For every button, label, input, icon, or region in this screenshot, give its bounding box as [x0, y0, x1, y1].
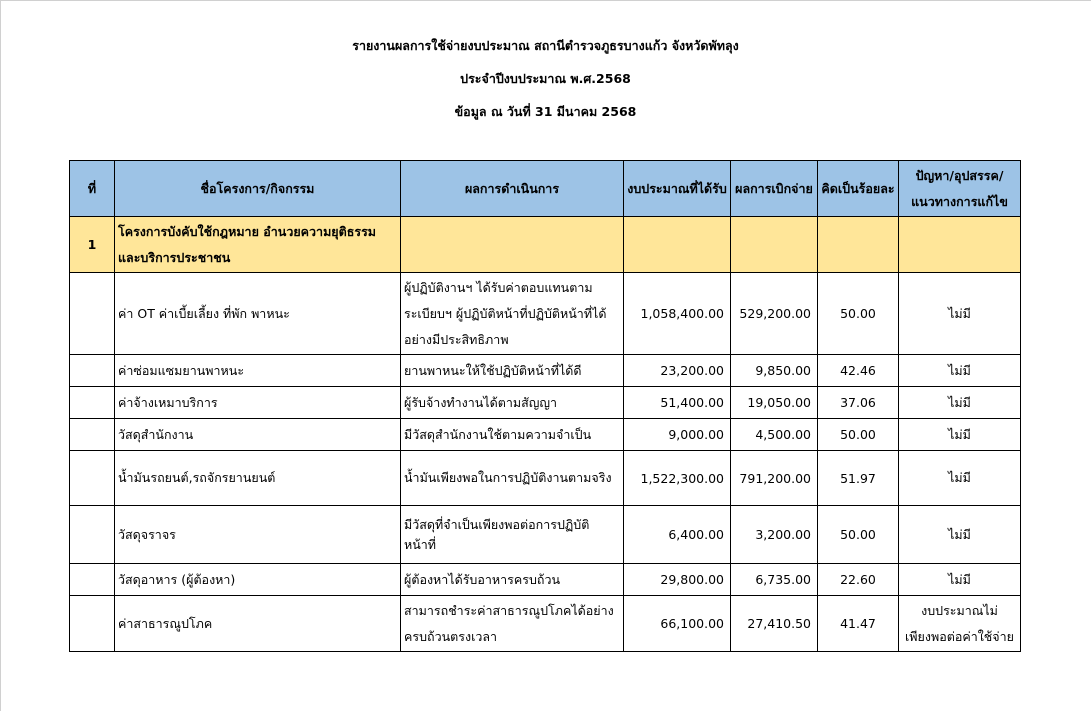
col-header-issues-line1: ปัญหา/อุปสรรค/ — [915, 167, 1004, 183]
section-number: 1 — [70, 217, 115, 273]
row-result: น้ำมันเพียงพอในการปฏิบัติงานตามจริง — [401, 451, 624, 506]
row-percent: 50.00 — [818, 419, 899, 451]
row-percent: 22.60 — [818, 564, 899, 596]
row-issues: ไม่มี — [899, 564, 1021, 596]
table-row — [70, 506, 1021, 564]
row-no — [70, 596, 115, 652]
row-project: ค่าจ้างเหมาบริการ — [115, 387, 401, 419]
section-empty — [899, 217, 1021, 273]
row-disbursed: 6,735.00 — [731, 564, 818, 596]
table-row — [70, 387, 1021, 419]
section-empty — [401, 217, 624, 273]
table-row — [70, 596, 1021, 652]
row-disbursed: 9,850.00 — [731, 355, 818, 387]
table-row — [70, 273, 1021, 355]
data-date: ข้อมูล ณ วันที่ 31 มีนาคม 2568 — [454, 104, 637, 119]
col-header-budget: งบประมาณที่ได้รับ — [624, 161, 731, 217]
row-percent: 41.47 — [818, 596, 899, 652]
row-percent: 51.97 — [818, 451, 899, 506]
row-result: ผู้ต้องหาได้รับอาหารครบถ้วน — [401, 564, 624, 596]
row-budget: 6,400.00 — [624, 506, 731, 564]
row-no — [70, 564, 115, 596]
table-row — [70, 355, 1021, 387]
row-result-line: อย่างมีประสิทธิภาพ — [404, 331, 509, 347]
row-result: มีวัสดุสำนักงานใช้ตามความจำเป็น — [401, 419, 624, 451]
row-result — [401, 273, 624, 355]
row-issues: ไม่มี — [899, 451, 1021, 506]
col-header-result: ผลการดำเนินการ — [401, 161, 624, 217]
fiscal-year: ประจำปีงบประมาณ พ.ศ.2568 — [460, 71, 631, 86]
row-percent: 50.00 — [818, 506, 899, 564]
row-budget: 9,000.00 — [624, 419, 731, 451]
col-header-disbursed: ผลการเบิกจ่าย — [731, 161, 818, 217]
row-disbursed: 3,200.00 — [731, 506, 818, 564]
row-no — [70, 506, 115, 564]
row-budget: 1,522,300.00 — [624, 451, 731, 506]
col-header-issues — [899, 161, 1021, 217]
section-empty — [624, 217, 731, 273]
table-row — [70, 419, 1021, 451]
row-issues-line: เพียงพอต่อค่าใช้จ่าย — [905, 628, 1014, 644]
row-issues: ไม่มี — [899, 273, 1021, 355]
section-empty — [818, 217, 899, 273]
row-result-line: สามารถชำระค่าสาธารณูปโภคได้อย่าง — [404, 602, 614, 618]
report-title: รายงานผลการใช้จ่ายงบประมาณ สถานีตำรวจภูธรบางแก้ว จังหวัดพัทลุง — [352, 38, 739, 53]
row-issues-line: งบประมาณไม่ — [921, 602, 998, 618]
row-percent: 42.46 — [818, 355, 899, 387]
row-no — [70, 419, 115, 451]
row-no — [70, 273, 115, 355]
section-title-line2: และบริการประชาชน — [118, 249, 231, 265]
section-row — [70, 217, 1021, 273]
section-empty — [731, 217, 818, 273]
row-result — [401, 596, 624, 652]
budget-table — [69, 160, 1021, 652]
row-result-line: ผู้ปฏิบัติงานฯ ได้รับค่าตอบแทนตาม — [404, 279, 593, 295]
row-no — [70, 451, 115, 506]
row-project: ค่าสาธารณูปโภค — [115, 596, 401, 652]
row-disbursed: 27,410.50 — [731, 596, 818, 652]
row-issues — [899, 596, 1021, 652]
row-disbursed: 791,200.00 — [731, 451, 818, 506]
col-header-percent: คิดเป็นร้อยละ — [818, 161, 899, 217]
page-edge — [0, 0, 1091, 1]
table-row — [70, 451, 1021, 506]
row-project: วัสดุจราจร — [115, 506, 401, 564]
row-result: มีวัสดุที่จำเป็นเพียงพอต่อการปฏิบัติหน้าที่ — [401, 506, 624, 564]
row-issues: ไม่มี — [899, 506, 1021, 564]
table-row — [70, 564, 1021, 596]
row-budget: 1,058,400.00 — [624, 273, 731, 355]
row-result: ผู้รับจ้างทำงานได้ตามสัญญา — [401, 387, 624, 419]
row-budget: 23,200.00 — [624, 355, 731, 387]
row-budget: 66,100.00 — [624, 596, 731, 652]
row-disbursed: 19,050.00 — [731, 387, 818, 419]
row-no — [70, 387, 115, 419]
col-header-no: ที่ — [70, 161, 115, 217]
row-budget: 29,800.00 — [624, 564, 731, 596]
row-percent: 50.00 — [818, 273, 899, 355]
row-no — [70, 355, 115, 387]
section-title — [115, 217, 401, 273]
row-budget: 51,400.00 — [624, 387, 731, 419]
row-disbursed: 4,500.00 — [731, 419, 818, 451]
col-header-project: ชื่อโครงการ/กิจกรรม — [115, 161, 401, 217]
row-project: ค่าซ่อมแซมยานพาหนะ — [115, 355, 401, 387]
row-project: ค่า OT ค่าเบี้ยเลี้ยง ที่พัก พาหนะ — [115, 273, 401, 355]
row-project: น้ำมันรถยนต์,รถจักรยานยนต์ — [115, 451, 401, 506]
row-project: วัสดุอาหาร (ผู้ต้องหา) — [115, 564, 401, 596]
row-result-line: ครบถ้วนตรงเวลา — [404, 628, 498, 644]
col-header-issues-line2: แนวทางการแก้ไข — [911, 193, 1008, 209]
row-issues: ไม่มี — [899, 387, 1021, 419]
row-project: วัสดุสำนักงาน — [115, 419, 401, 451]
row-result-line: ระเบียบฯ ผู้ปฏิบัติหน้าที่ปฏิบัติหน้าที่ได้ — [404, 305, 607, 321]
report-header — [0, 34, 1091, 133]
row-percent: 37.06 — [818, 387, 899, 419]
row-disbursed: 529,200.00 — [731, 273, 818, 355]
section-title-line1: โครงการบังคับใช้กฎหมาย อำนวยความยุติธรรม — [118, 223, 377, 239]
row-result: ยานพาหนะให้ใช้ปฏิบัติหน้าที่ได้ดี — [401, 355, 624, 387]
table-header-row — [70, 161, 1021, 217]
row-issues: ไม่มี — [899, 419, 1021, 451]
row-issues: ไม่มี — [899, 355, 1021, 387]
